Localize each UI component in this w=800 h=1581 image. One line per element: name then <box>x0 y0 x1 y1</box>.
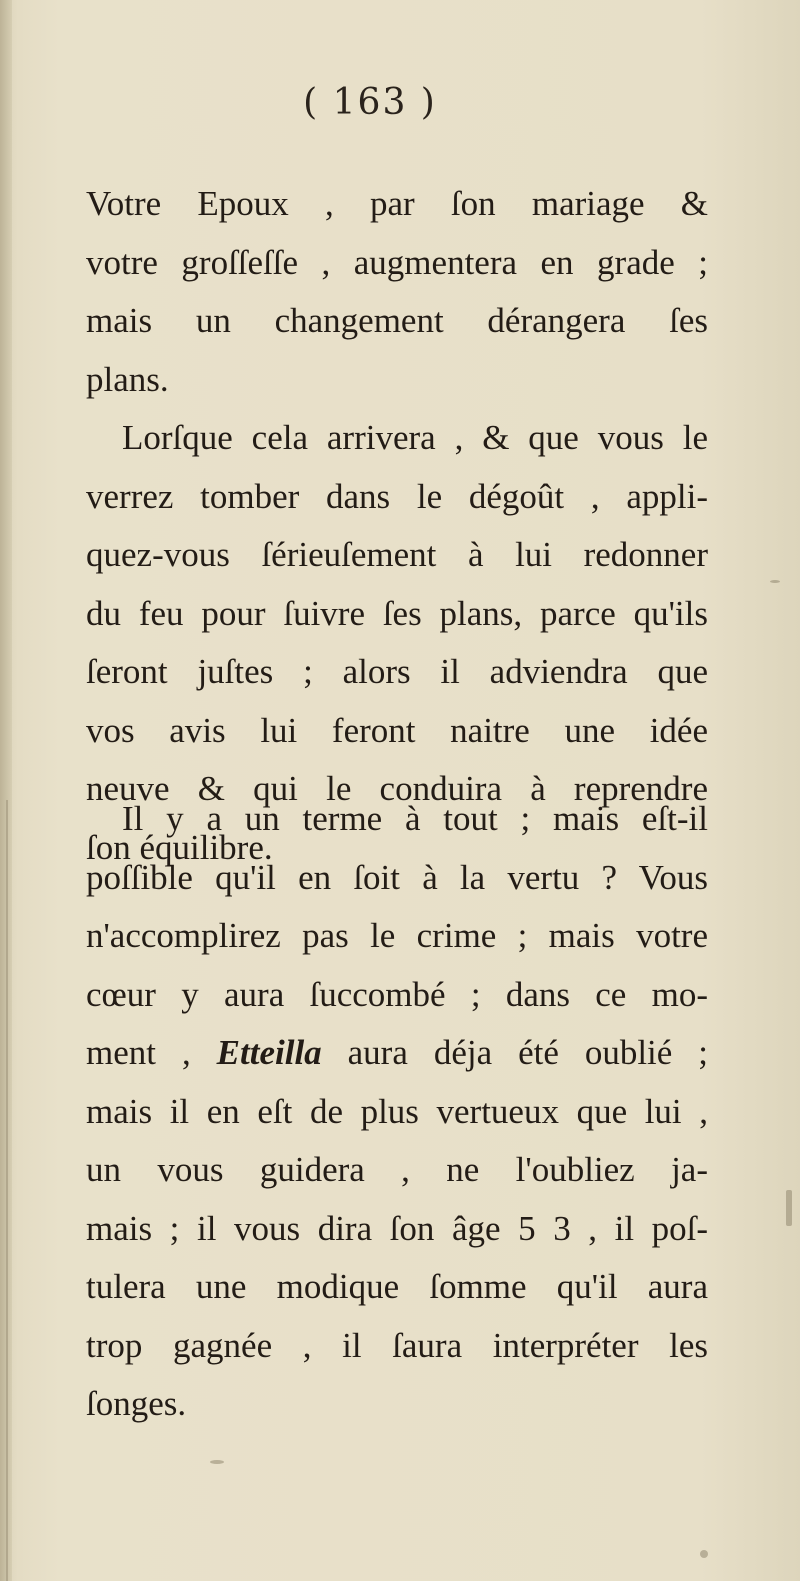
text-line: verrez tomber dans le dégoût , appli- <box>86 476 708 516</box>
text-line: du feu pour ſuivre ſes plans, parce qu'ils <box>86 593 708 633</box>
text-line: votre groſſeſſe , augmentera en grade ; <box>86 242 708 282</box>
text-line: mais il en eſt de plus vertueux que lui , <box>86 1091 708 1131</box>
paragraph-2 <box>86 790 708 1434</box>
text-line: plans. <box>86 359 169 399</box>
text-fragment: ment , <box>86 1033 191 1072</box>
text-line: Lorſque cela arrivera , & que vous le <box>122 418 708 457</box>
text-line: n'accomplirez pas le crime ; mais votre <box>86 916 708 955</box>
paper-speck <box>770 580 780 583</box>
text-line: cœur y aura ſuccombé ; dans ce mo- <box>86 974 708 1014</box>
text-line: quez-vous ſérieuſement à lui redonner <box>86 535 708 574</box>
text-line: mais ; il vous dira ſon âge 5 3 , il poſ- <box>86 1208 708 1248</box>
text-line: tulera une modique ſomme qu'il aura <box>86 1267 708 1306</box>
paper-speck <box>210 1460 224 1464</box>
text-line-with-name <box>86 1024 708 1083</box>
paper-speck <box>786 1190 792 1226</box>
text-line: ſon équilibre. <box>86 827 273 867</box>
page-number: ( 163 ) <box>303 82 437 123</box>
text-line: un vous guidera , ne l'oubliez ja- <box>86 1150 708 1189</box>
text-line: ſonges. <box>86 1384 187 1423</box>
text-line: Votre Epoux , par ſon mariage & <box>86 184 708 223</box>
text-line: poſſible qu'il en ſoit à la vertu ? Vous <box>86 857 708 897</box>
text-line: trop gagnée , il ſaura interpréter les <box>86 1325 708 1365</box>
paragraph-1 <box>86 175 708 877</box>
text-line: vos avis lui feront naitre une idée <box>86 710 708 750</box>
text-line: mais un changement dérangera ſes <box>86 301 708 340</box>
text-line: Il y a un terme à tout ; mais eſt-il <box>122 799 708 838</box>
page-fold-line <box>6 800 8 1581</box>
text-line: ſeront juſtes ; alors il adviendra que <box>86 652 708 691</box>
text-line: neuve & qui le conduira à reprendre <box>86 769 708 808</box>
paper-speck <box>700 1550 708 1558</box>
italic-name-etteilla: Etteilla <box>216 1033 322 1072</box>
text-fragment: aura déja été oublié ; <box>347 1033 709 1072</box>
